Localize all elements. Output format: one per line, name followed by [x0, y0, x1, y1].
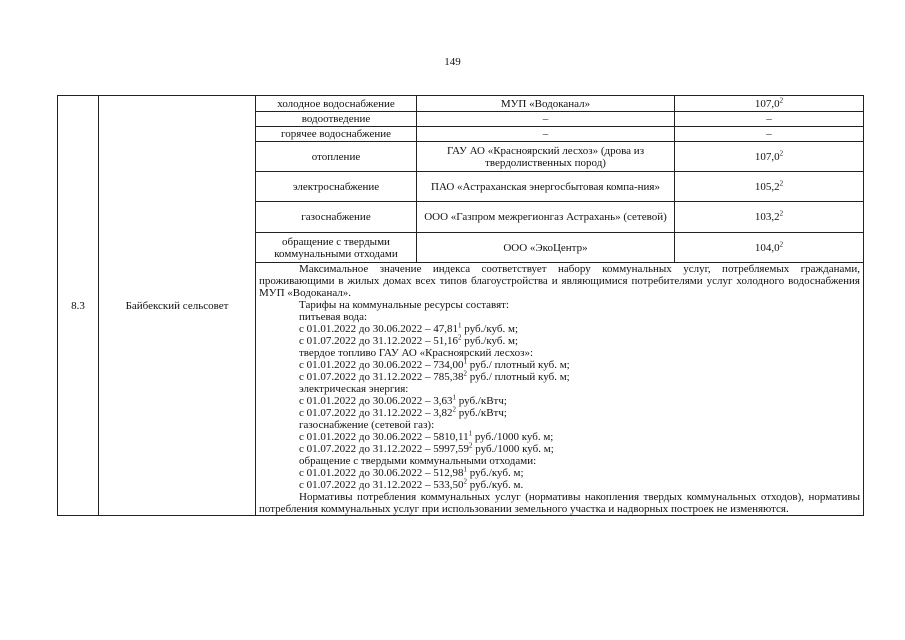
provider-name: ООО «Газпром межрегионгаз Астрахань» (сетевой) [417, 202, 675, 233]
tariff-line: с 01.07.2022 до 31.12.2022 – 533,50$^2$ руб./куб. м. [299, 477, 524, 491]
tariffs-intro: Тарифы на коммунальные ресурсы составят: [299, 299, 510, 311]
tariff-line: с 01.01.2022 до 30.06.2022 – 734,00$^1$ руб./ плотный куб. м; [299, 357, 570, 371]
tariff-group [299, 347, 860, 383]
service-name: отопление [256, 142, 417, 172]
tariffs-block [259, 299, 860, 491]
table-row [58, 96, 864, 112]
tariff-group [299, 383, 860, 419]
tariff-line: с 01.07.2022 до 31.12.2022 – 51,16$^2$ руб./куб. м; [299, 333, 519, 347]
provider-name: МУП «Водоканал» [417, 96, 675, 112]
service-name: горячее водоснабжение [256, 127, 417, 142]
tariff-line: с 01.07.2022 до 31.12.2022 – 5997,59$^2$ руб./1000 куб. м; [299, 441, 554, 455]
tariff-group-title: питьевая вода: [299, 311, 368, 323]
tariff-line: с 01.07.2022 до 31.12.2022 – 3,82$^2$ руб./кВтч; [299, 405, 507, 419]
row-number: 8.3 [58, 96, 99, 516]
service-name: газоснабжение [256, 202, 417, 233]
tariff-group-title: обращение с твердыми коммунальными отходами: [299, 455, 537, 467]
tariff-group-title: газоснабжение (сетевой газ): [299, 419, 435, 431]
tariff-line: с 01.01.2022 до 30.06.2022 – 5810,11$^1$ руб./1000 куб. м; [299, 429, 554, 443]
index-value: 105,2$^2$ [675, 172, 864, 202]
service-name: холодное водоснабжение [256, 96, 417, 112]
tariff-group [299, 455, 860, 491]
tariff-line: с 01.01.2022 до 30.06.2022 – 3,63$^1$ руб./кВтч; [299, 393, 507, 407]
index-value: 107,0$^2$ [675, 96, 864, 112]
tariff-description [256, 263, 864, 516]
tariff-group-title: твердое топливо ГАУ АО «Красноярский лесхоз»: [299, 347, 534, 359]
page-number: 149 [444, 56, 461, 68]
service-name: обращение с твердыми коммунальными отходами [256, 233, 417, 263]
tariff-line: с 01.01.2022 до 30.06.2022 – 512,98$^1$ руб./куб. м; [299, 465, 524, 479]
tariff-group [299, 311, 860, 347]
settlement-name: Байбекский сельсовет [99, 96, 256, 516]
service-name: электроснабжение [256, 172, 417, 202]
provider-name: ООО «ЭкоЦентр» [417, 233, 675, 263]
provider-name: – [417, 127, 675, 142]
provider-name: ГАУ АО «Красноярский лесхоз» (дрова из твердолиственных пород) [417, 142, 675, 172]
index-value: – [675, 112, 864, 127]
tariff-group [299, 419, 860, 455]
max-index-paragraph: Максимальное значение индекса соответствует набору коммунальных услуг, потребляемых гражданами, проживающими в жилых домах всех типов благоустройства и являющимися потребителями услуг холодного водоснабжения МУП «Водоканал». [259, 263, 860, 299]
service-name: водоотведение [256, 112, 417, 127]
index-value: 103,2$^2$ [675, 202, 864, 233]
provider-name: – [417, 112, 675, 127]
tariff-line: с 01.07.2022 до 31.12.2022 – 785,38$^2$ руб./ плотный куб. м; [299, 369, 570, 383]
norms-paragraph: Нормативы потребления коммунальных услуг (нормативы накопления твердых коммунальных отходов), нормативы потребления коммунальных услуг при использовании земельного участка и надворных построек не изменяются. [259, 491, 860, 515]
index-value: – [675, 127, 864, 142]
provider-name: ПАО «Астраханская энергосбытовая компа-ния» [417, 172, 675, 202]
tariff-group-title: электрическая энергия: [299, 383, 409, 395]
tariff-line: с 01.01.2022 до 30.06.2022 – 47,81$^1$ руб./куб. м; [299, 321, 519, 335]
index-value: 107,0$^2$ [675, 142, 864, 172]
tariff-table [57, 95, 864, 516]
index-value: 104,0$^2$ [675, 233, 864, 263]
